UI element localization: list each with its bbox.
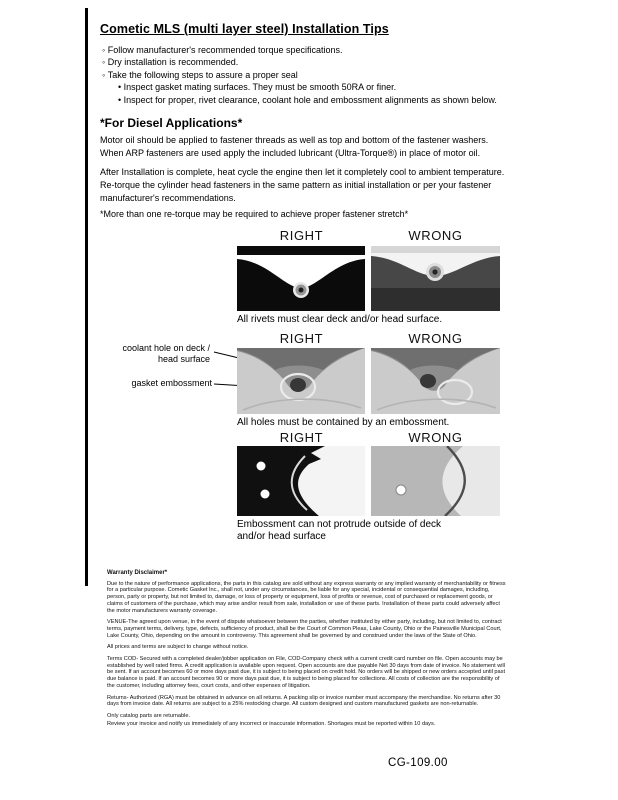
row1-caption: All rivets must clear deck and/or head surface. bbox=[237, 314, 443, 325]
list-item: ◦ Dry installation is recommended. bbox=[102, 56, 522, 68]
warranty-disclaimer-title: Warranty Disclaimer* bbox=[107, 570, 168, 576]
gasket-embossment-label: gasket embossment bbox=[131, 378, 212, 388]
disclaimer-paragraph: Only catalog parts are returnable. bbox=[107, 712, 191, 719]
row2-right-heading: RIGHT bbox=[279, 331, 324, 346]
disclaimer-paragraph: All prices and terms are subject to change without notice. bbox=[107, 644, 249, 651]
list-item: • Inspect gasket mating surfaces. They must be smooth 50RA or finer. bbox=[102, 81, 522, 93]
page-number: CG-109.00 bbox=[388, 757, 448, 769]
list-item: ◦ Follow manufacturer's recommended torque specifications. bbox=[102, 44, 522, 56]
disclaimer-paragraph: Review your invoice and notify us immediately of any incorrect or inaccurate information. Shortages must be reported within 10 days. bbox=[107, 720, 436, 727]
warranty-disclaimer bbox=[107, 570, 507, 728]
diesel-paragraph-1: Motor oil should be applied to fastener threads as well as top and bottom of the fastener washers. When ARP fasteners are used apply the included lubricant (Ultra-Torque®) in place of motor oil. bbox=[100, 135, 489, 158]
disclaimer-paragraph: VENUE-The agreed upon venue, in the event of dispute whatsoever between the parties, whether instituted by either party, including, but not limited to, contract terms, payment terms, delivery, type, defects, sufficiency of product, shall be the Court of Common Pleas, Lake County, Ohio or the Painesville Municipal Court, Lake County, Ohio, depending on the amount in controversy. This agreement shall be governed by and construed under the laws of the State of Ohio. bbox=[107, 619, 502, 639]
disclaimer-paragraph: Terms COD- Secured with a completed dealer/jobber application on File, COD-Company check with a current credit card number on file. Open accounts may be established by well rated firms. A credit application is available upon request. Open accounts are due payable Net 30 days from date of invoice. No statement will be sent. If an account becomes 60 or more days past due, it is subject to being placed on credit hold. No orders will be shipped or new orders accepted until past due balance is paid. If an account becomes 90 or more days past due, it is subject to being placed for collections. All costs of collection are the responsibility of the customer, including attorney fees, court costs, and other expenses of litigation. bbox=[107, 656, 506, 689]
retorque-note: *More than one re-torque may be required to achieve proper fastener stretch* bbox=[100, 209, 409, 219]
diagram-coolant-right-image bbox=[237, 348, 365, 414]
row2-wrong-heading: WRONG bbox=[408, 331, 463, 346]
page-title: Cometic MLS (multi layer steel) Installation Tips bbox=[100, 22, 389, 36]
diagram-embossment-wrong-image bbox=[371, 446, 500, 516]
installation-tips-list bbox=[102, 44, 522, 106]
page-left-rule bbox=[85, 8, 88, 586]
diagram-embossment-right-image bbox=[237, 446, 365, 516]
disclaimer-paragraph: Due to the nature of performance applications, the parts in this catalog are sold without any express warranty or any implied warranty of merchantability or fitness for a particular purpose. Cometic Gasket Inc., shall not, under any circumstances, be liable for any special, incidental or consequential damages, including, person, party or property, but not limited to, damage, or loss of property or equipment, loss of profits or revenue, cost of purchased or replacement goods, or claims of customers of the purchase, which may arise and/or result from sale, installation or use of these parts. Installation of these parts could adversely affect the motor manufacturers warranty coverage. bbox=[107, 580, 506, 614]
coolant-hole-label: coolant hole on deck / head surface bbox=[122, 343, 210, 364]
row2-caption: All holes must be contained by an embossment. bbox=[237, 417, 450, 428]
diagram-rivet-right-image bbox=[237, 246, 365, 311]
disclaimer-paragraph: Returns- Authorized (RGA) must be obtained in advance on all returns. A packing slip or invoice number must accompany the merchandise. No returns after 30 days from invoice date. All returns are subject to a 25% restocking charge. All custom designed and custom manufactured gaskets are non-returnable. bbox=[107, 694, 501, 708]
row1-right-heading: RIGHT bbox=[279, 228, 324, 243]
diagram-rivet-wrong-image bbox=[371, 246, 500, 311]
row3-wrong-heading: WRONG bbox=[408, 430, 463, 445]
list-item: • Inspect for proper, rivet clearance, coolant hole and embossment alignments as shown below. bbox=[102, 94, 522, 106]
diesel-paragraph-2: After Installation is complete, heat cycle the engine then let it completely cool to ambient temperature. Re-torque the cylinder head fasteners in the same pattern as initial installation or per your fastener manufacturer's recommendations. bbox=[100, 167, 505, 203]
row3-caption: Embossment can not protrude outside of deck and/or head surface bbox=[237, 519, 442, 542]
diagram-coolant-wrong-image bbox=[371, 348, 500, 414]
row3-right-heading: RIGHT bbox=[279, 430, 324, 445]
row1-wrong-heading: WRONG bbox=[408, 228, 463, 243]
list-item: ◦ Take the following steps to assure a proper seal bbox=[102, 69, 522, 81]
diesel-applications-heading: *For Diesel Applications* bbox=[100, 116, 243, 130]
